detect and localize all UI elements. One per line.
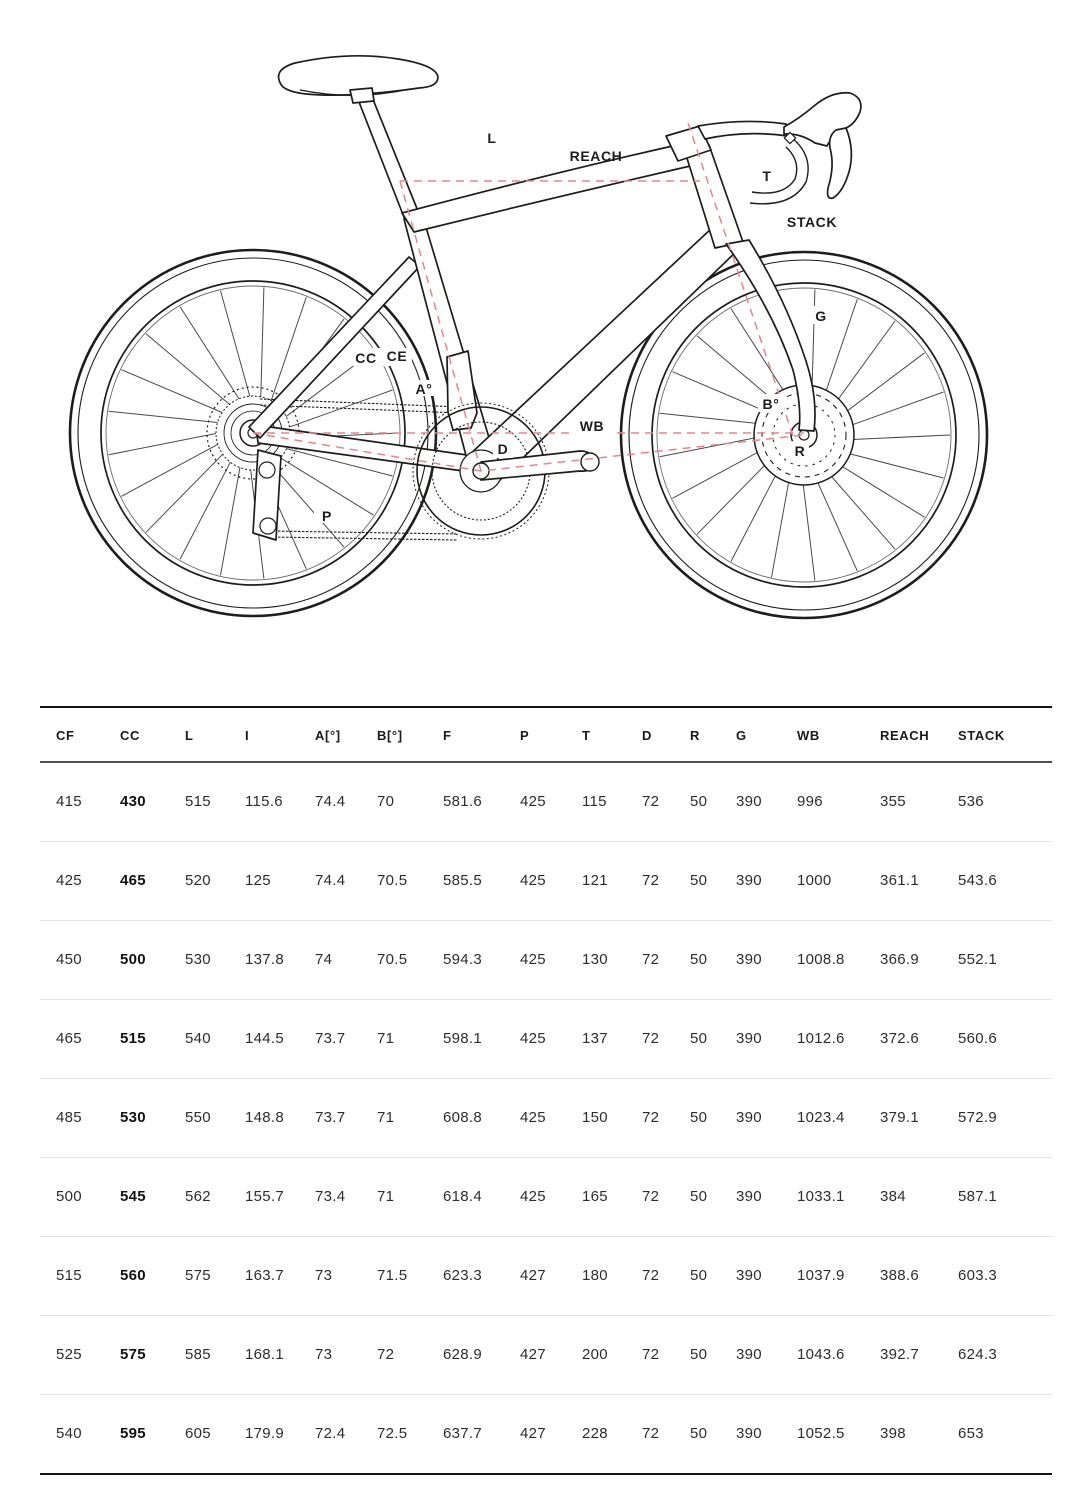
table-cell: 581.6: [443, 762, 520, 842]
header-row: [40, 707, 1052, 762]
handlebar-drop-inner: [752, 147, 797, 193]
table-cell: 605: [185, 1425, 211, 1442]
table-cell: 150: [582, 1079, 642, 1158]
table-cell: 595: [120, 1425, 146, 1442]
table-row: [40, 1237, 1052, 1316]
table-cell: 624.3: [958, 1316, 1052, 1395]
table-cell: 603.3: [958, 1237, 1052, 1316]
table-cell: 390: [736, 1000, 797, 1079]
seatpost: [352, 82, 424, 230]
table-row: [40, 1000, 1052, 1079]
table-cell: 425: [40, 842, 120, 921]
pedal-spindle-icon: [581, 453, 599, 471]
table-cell: 50: [690, 1000, 736, 1079]
table-cell: 72: [642, 1425, 660, 1442]
table-cell: 585.5: [443, 842, 520, 921]
table-cell: 144.5: [245, 1000, 315, 1079]
table-cell: 163.7: [245, 1237, 315, 1316]
table-cell: 74.4: [315, 762, 377, 842]
table-cell: 390: [736, 1158, 797, 1237]
table-cell: 425: [520, 762, 582, 842]
table-cell: 73: [315, 1316, 377, 1395]
geometry-table-header: [40, 707, 1052, 762]
column-header: L: [185, 707, 245, 762]
table-cell: 390: [736, 1316, 797, 1395]
brake-lever-icon: [828, 128, 852, 198]
column-header: T: [582, 707, 642, 762]
column-header: B[°]: [377, 707, 443, 762]
geometry-table: [40, 706, 1052, 1475]
table-cell: 1023.4: [797, 1079, 880, 1158]
table-cell: 1033.1: [797, 1158, 880, 1237]
column-header: G: [736, 707, 797, 762]
table-cell: 520: [185, 842, 245, 921]
table-cell: 430: [120, 762, 185, 842]
table-cell: 485: [40, 1079, 120, 1158]
table-cell: 70.5: [377, 842, 443, 921]
label-ce: CE: [386, 348, 408, 364]
table-cell: 1043.6: [797, 1316, 880, 1395]
column-header: F: [443, 707, 520, 762]
table-cell: 525: [40, 1316, 120, 1395]
table-cell: 575: [185, 1237, 245, 1316]
column-header: STACK: [958, 707, 1052, 762]
table-cell: 388.6: [880, 1237, 958, 1316]
table-cell: 540: [56, 1425, 82, 1442]
table-cell: 73.7: [315, 1079, 377, 1158]
table-cell: 72.4: [315, 1425, 346, 1442]
table-cell: 155.7: [245, 1158, 315, 1237]
table-cell: 361.1: [880, 842, 958, 921]
table-cell: 398: [880, 1425, 906, 1442]
table-cell: 562: [185, 1158, 245, 1237]
label-stack: STACK: [786, 214, 838, 230]
table-cell: 530: [185, 921, 245, 1000]
table-cell: 366.9: [880, 921, 958, 1000]
table-row: [40, 1079, 1052, 1158]
table-cell: 72: [642, 1158, 690, 1237]
table-cell: 121: [582, 842, 642, 921]
table-cell: 72: [642, 921, 690, 1000]
column-header: I: [245, 707, 315, 762]
table-cell: 415: [40, 762, 120, 842]
table-cell: 228: [582, 1425, 608, 1442]
table-cell: 70.5: [377, 921, 443, 1000]
table-cell: 168.1: [245, 1316, 315, 1395]
label-backgrounds: [314, 306, 832, 523]
table-cell: 73.7: [315, 1000, 377, 1079]
handlebar-top: [698, 121, 788, 139]
table-row: [40, 842, 1052, 921]
table-cell: 1000: [797, 842, 880, 921]
rear-derailleur-icon: [253, 450, 281, 540]
table-cell: 72.5: [377, 1425, 408, 1442]
table-cell: 180: [582, 1237, 642, 1316]
table-cell: 545: [120, 1158, 185, 1237]
table-cell: 73.4: [315, 1158, 377, 1237]
table-cell: 372.6: [880, 1000, 958, 1079]
table-cell: 115: [582, 762, 642, 842]
table-cell: 515: [40, 1237, 120, 1316]
table-cell: 165: [582, 1158, 642, 1237]
table-row: [40, 1316, 1052, 1395]
table-cell: 200: [582, 1316, 642, 1395]
table-cell: 465: [120, 842, 185, 921]
column-header: P: [520, 707, 582, 762]
label-reach: REACH: [569, 148, 623, 164]
table-row: [40, 1395, 1052, 1475]
table-cell: 50: [690, 842, 736, 921]
table-cell: 653: [958, 1425, 984, 1442]
table-cell: 1008.8: [797, 921, 880, 1000]
label-fork-length: G: [815, 308, 827, 324]
table-cell: 500: [120, 921, 185, 1000]
table-cell: 585: [185, 1316, 245, 1395]
table-cell: 392.7: [880, 1316, 958, 1395]
table-cell: 74: [315, 921, 377, 1000]
table-cell: 72: [642, 762, 690, 842]
table-cell: 148.8: [245, 1079, 315, 1158]
table-cell: 427: [520, 1425, 546, 1442]
label-head-tube: T: [762, 168, 772, 184]
table-cell: 425: [520, 1079, 582, 1158]
table-cell: 71: [377, 1000, 443, 1079]
table-cell: 623.3: [443, 1237, 520, 1316]
table-cell: 543.6: [958, 842, 1052, 921]
table-cell: 71: [377, 1079, 443, 1158]
table-cell: 427: [520, 1237, 582, 1316]
table-cell: 587.1: [958, 1158, 1052, 1237]
table-cell: 72: [642, 1000, 690, 1079]
table-cell: 125: [245, 842, 315, 921]
table-cell: 130: [582, 921, 642, 1000]
table-cell: 560.6: [958, 1000, 1052, 1079]
table-cell: 515: [120, 1000, 185, 1079]
table-cell: 996: [797, 762, 880, 842]
table-row: [40, 921, 1052, 1000]
table-cell: 355: [880, 762, 958, 842]
table-row: [40, 1158, 1052, 1237]
table-cell: 572.9: [958, 1079, 1052, 1158]
table-cell: 137: [582, 1000, 642, 1079]
table-cell: 384: [880, 1158, 958, 1237]
table-cell: 598.1: [443, 1000, 520, 1079]
label-chainstay: P: [322, 508, 332, 524]
table-cell: 70: [377, 762, 443, 842]
column-header: WB: [797, 707, 880, 762]
geometry-table-section: [40, 706, 1052, 1475]
table-cell: 530: [120, 1079, 185, 1158]
label-seat-angle: A°: [415, 381, 433, 397]
column-header: R: [690, 707, 736, 762]
table-cell: 1052.5: [797, 1425, 845, 1442]
table-cell: 594.3: [443, 921, 520, 1000]
label-cc: CC: [355, 350, 377, 366]
table-cell: 50: [690, 1158, 736, 1237]
table-cell: 425: [520, 842, 582, 921]
table-cell: 515: [185, 762, 245, 842]
table-cell: 74.4: [315, 842, 377, 921]
table-cell: 552.1: [958, 921, 1052, 1000]
table-cell: 179.9: [245, 1425, 285, 1442]
label-wheelbase: WB: [579, 418, 605, 434]
table-cell: 390: [736, 842, 797, 921]
table-cell: 50: [690, 1316, 736, 1395]
label-bb-drop: D: [497, 441, 509, 457]
label-head-angle: B°: [762, 396, 780, 412]
column-header: REACH: [880, 707, 958, 762]
table-cell: 618.4: [443, 1158, 520, 1237]
table-cell: 465: [40, 1000, 120, 1079]
column-header: D: [642, 707, 690, 762]
table-cell: 115.6: [245, 762, 315, 842]
table-cell: 500: [40, 1158, 120, 1237]
table-row: [40, 762, 1052, 842]
table-cell: 550: [185, 1079, 245, 1158]
table-cell: 536: [958, 762, 1052, 842]
table-cell: 73: [315, 1237, 377, 1316]
geometry-table-body: [40, 762, 1052, 1474]
bike-geometry-diagram: [0, 0, 1092, 692]
table-cell: 50: [690, 1425, 708, 1442]
column-header: A[°]: [315, 707, 377, 762]
table-cell: 390: [736, 921, 797, 1000]
saddle-icon: [279, 56, 438, 103]
label-rake: R: [794, 443, 806, 459]
table-cell: 72: [642, 1237, 690, 1316]
table-cell: 628.9: [443, 1316, 520, 1395]
table-cell: 1012.6: [797, 1000, 880, 1079]
table-cell: 71: [377, 1158, 443, 1237]
table-cell: 450: [40, 921, 120, 1000]
table-cell: 50: [690, 1237, 736, 1316]
label-seat-tube-length: L: [487, 130, 497, 146]
table-cell: 50: [690, 921, 736, 1000]
table-cell: 427: [520, 1316, 582, 1395]
table-cell: 425: [520, 921, 582, 1000]
table-cell: 72: [642, 1079, 690, 1158]
table-cell: 390: [736, 762, 797, 842]
table-cell: 425: [520, 1158, 582, 1237]
handlebar-drop-outer: [750, 138, 808, 204]
table-cell: 575: [120, 1316, 185, 1395]
column-header: CF: [40, 707, 120, 762]
table-cell: 50: [690, 1079, 736, 1158]
table-cell: 1037.9: [797, 1237, 880, 1316]
table-cell: 560: [120, 1237, 185, 1316]
table-cell: 137.8: [245, 921, 315, 1000]
table-cell: 50: [690, 762, 736, 842]
table-cell: 540: [185, 1000, 245, 1079]
table-cell: 608.8: [443, 1079, 520, 1158]
table-cell: 72: [642, 842, 690, 921]
table-cell: 379.1: [880, 1079, 958, 1158]
table-cell: 425: [520, 1000, 582, 1079]
top-tube: [402, 143, 699, 232]
table-cell: 72: [377, 1316, 443, 1395]
column-header: CC: [120, 707, 185, 762]
table-cell: 72: [642, 1316, 690, 1395]
table-cell: 637.7: [443, 1425, 483, 1442]
table-cell: 390: [736, 1237, 797, 1316]
table-cell: 390: [736, 1425, 762, 1442]
bike-diagram-svg: [0, 0, 1092, 692]
table-cell: 71.5: [377, 1237, 443, 1316]
table-cell: 390: [736, 1079, 797, 1158]
